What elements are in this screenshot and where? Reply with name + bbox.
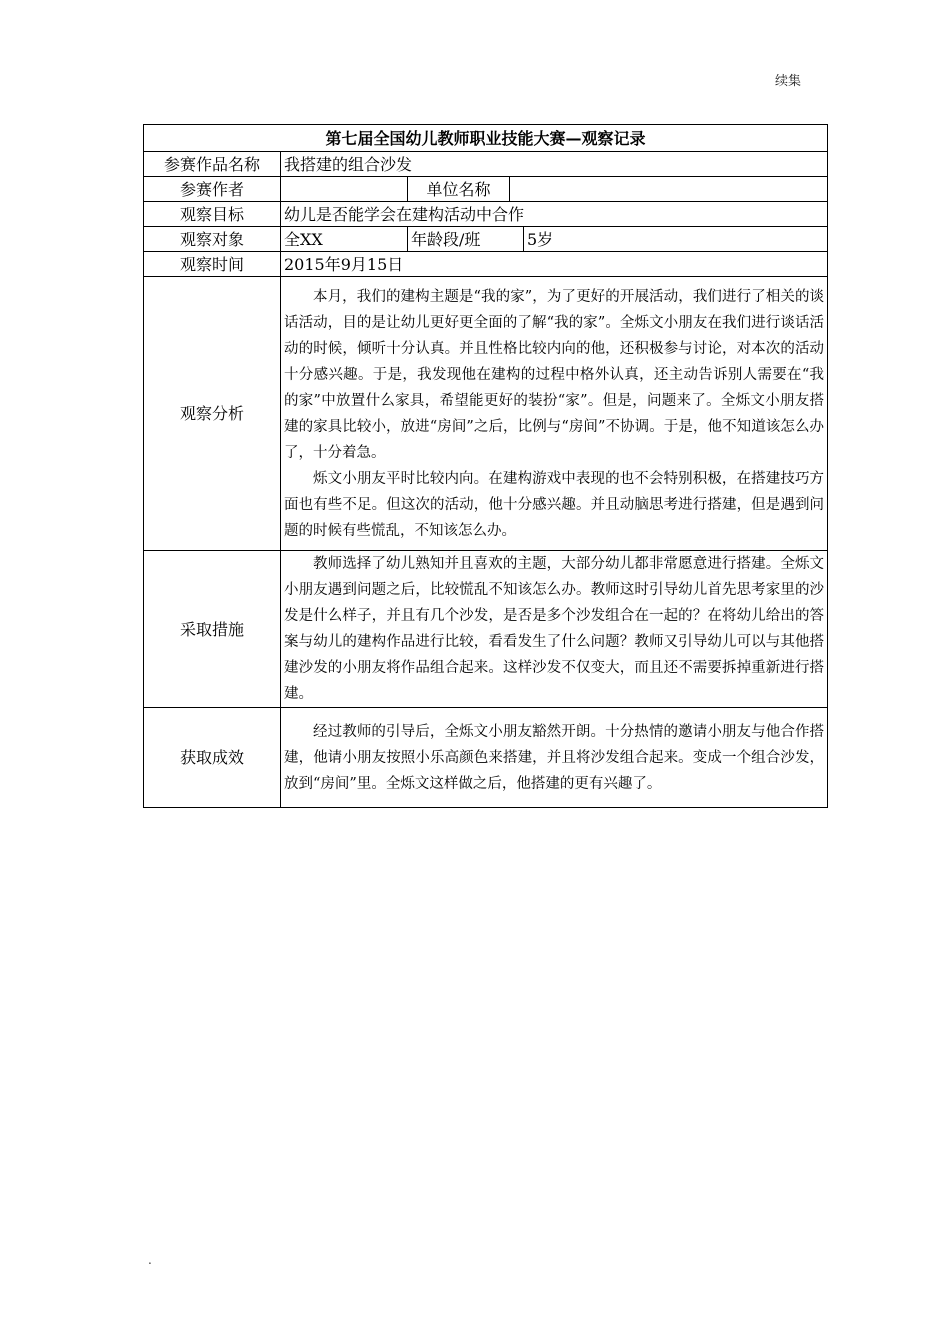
table-title: 第七届全国幼儿教师职业技能大赛—观察记录	[144, 125, 828, 152]
measures-label: 采取措施	[144, 551, 281, 708]
author-label: 参赛作者	[144, 177, 281, 202]
object-value: 全XX	[281, 227, 408, 252]
observation-record-table	[143, 124, 828, 808]
header-note: 续集	[775, 74, 802, 89]
time-label: 观察时间	[144, 252, 281, 277]
measures-paragraph-1: 教师选择了幼儿熟知并且喜欢的主题，大部分幼儿都非常愿意进行搭建。全烁文小朋友遇到问题之后，比较慌乱不知该怎么办。教师这时引导幼儿首先思考家里的沙发是什么样子，并且有几个沙发，是否是多个沙发组合在一起的？在将幼儿给出的答案与幼儿的建构作品进行比较，看看发生了什么问题？教师又引导幼儿可以与其他搭建沙发的小朋友将作品组合起来。这样沙发不仅变大，而且还不需要拆掉重新进行搭建。	[284, 556, 825, 702]
analysis-label: 观察分析	[144, 277, 281, 551]
object-label: 观察对象	[144, 227, 281, 252]
age-label: 年龄段/班	[408, 227, 524, 252]
analysis-paragraph-1: 本月，我们的建构主题是“我的家”，为了更好的开展活动，我们进行了相关的谈话活动，目的是让幼儿更好更全面的了解“我的家”。全烁文小朋友在我们进行谈话活动的时候，倾听十分认真。并且性格比较内向的他，还积极参与讨论，对本次的活动十分感兴趣。于是，我发现他在建构的过程中格外认真，还主动告诉别人需要在“我的家”中放置什么家具，希望能更好的装扮“家”。但是，问题来了。全烁文小朋友搭建的家具比较小，放进“房间”之后，比例与“房间”不协调。于是，他不知道该怎么办了，十分着急。	[284, 288, 825, 461]
goal-value: 幼儿是否能学会在建构活动中合作	[281, 202, 828, 227]
time-value: 2015年9月15日	[281, 252, 828, 277]
measures-content	[281, 551, 828, 708]
goal-label: 观察目标	[144, 202, 281, 227]
work-name-label: 参赛作品名称	[144, 152, 281, 177]
footer-mark: .	[148, 1253, 152, 1267]
analysis-paragraph-2: 烁文小朋友平时比较内向。在建构游戏中表现的也不会特别积极，在搭建技巧方面也有些不足。但这次的活动，他十分感兴趣。并且动脑思考进行搭建，但是遇到问题的时候有些慌乱，不知该怎么办。	[284, 470, 825, 539]
age-value: 5岁	[524, 227, 828, 252]
work-name-value: 我搭建的组合沙发	[281, 152, 828, 177]
results-paragraph-1: 经过教师的引导后，全烁文小朋友豁然开朗。十分热情的邀请小朋友与他合作搭建，他请小朋友按照小乐高颜色来搭建，并且将沙发组合起来。变成一个组合沙发，放到“房间”里。全烁文这样做之后，他搭建的更有兴趣了。	[284, 723, 825, 792]
results-content	[281, 708, 828, 808]
unit-value	[510, 177, 828, 202]
analysis-content	[281, 277, 828, 551]
unit-label: 单位名称	[408, 177, 510, 202]
author-value	[281, 177, 408, 202]
results-label: 获取成效	[144, 708, 281, 808]
